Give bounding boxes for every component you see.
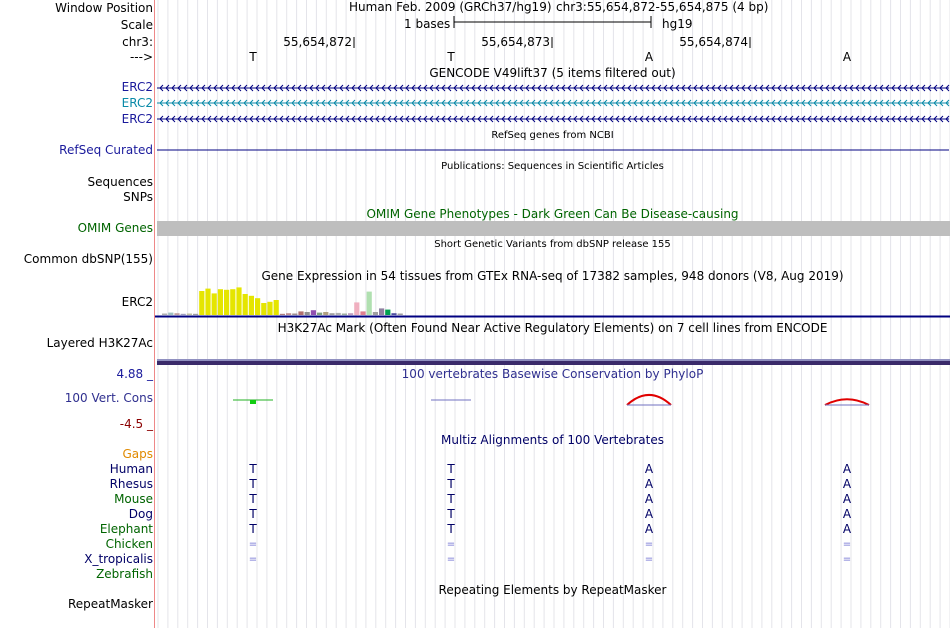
alignment-base: A <box>644 492 654 506</box>
gtex-bar[interactable] <box>255 298 260 315</box>
sequence-base: A <box>842 50 852 64</box>
gtex-bar[interactable] <box>373 312 378 315</box>
gtex-bar[interactable] <box>336 313 341 315</box>
species-label[interactable]: X_tropicalis <box>84 552 153 566</box>
scale-label: Scale <box>120 18 153 32</box>
strand-label: ---> <box>129 50 153 64</box>
scale-text: 1 bases <box>404 17 451 31</box>
gtex-bar[interactable] <box>379 308 384 315</box>
gtex-bar[interactable] <box>174 313 179 315</box>
alignment-base: T <box>249 477 257 491</box>
h3k27ac-label[interactable]: Layered H3K27Ac <box>46 336 153 350</box>
alignment-gap: = <box>248 554 258 565</box>
gtex-bar[interactable] <box>236 287 241 315</box>
alignment-gap: = <box>842 539 852 550</box>
phylop-signal[interactable] <box>233 395 869 405</box>
alignment-gap: = <box>644 554 654 565</box>
gencode-transcript-3[interactable] <box>157 116 949 122</box>
alignment-base: T <box>447 507 455 521</box>
gtex-bar[interactable] <box>218 289 223 315</box>
gtex-track-title: Gene Expression in 54 tissues from GTEx RNA-seq of 17382 samples, 948 donors (V8, Aug 2019) <box>261 269 844 283</box>
gtex-bar[interactable] <box>187 314 192 316</box>
gtex-bar[interactable] <box>323 312 328 315</box>
window-position-label: Window Position <box>55 1 153 15</box>
alignment-base: T <box>447 522 455 536</box>
gtex-bar[interactable] <box>360 311 365 315</box>
gtex-bar[interactable] <box>292 314 297 316</box>
gtex-bar[interactable] <box>230 289 235 315</box>
gtex-bar[interactable] <box>367 292 372 315</box>
assembly-title: Human Feb. 2009 (GRCh37/hg19) <box>349 0 552 14</box>
phylop-max-label: 4.88 _ <box>116 367 153 381</box>
gtex-bar[interactable] <box>298 311 303 315</box>
gtex-bar[interactable] <box>261 303 266 315</box>
chr-label: chr3: <box>122 35 153 49</box>
gencode-label-3[interactable]: ERC2 <box>121 112 153 126</box>
alignment-base: A <box>842 522 852 536</box>
alignment-base: A <box>842 462 852 476</box>
h3k27ac-signal[interactable] <box>157 361 950 365</box>
gtex-bar[interactable] <box>205 289 210 315</box>
ruler-tick-3: 55,654,874 <box>679 35 748 49</box>
gtex-bar[interactable] <box>329 313 334 315</box>
multiz-track-title: Multiz Alignments of 100 Vertebrates <box>440 433 665 447</box>
gtex-bar[interactable] <box>354 302 359 315</box>
alignment-base: A <box>644 462 654 476</box>
gtex-bar[interactable] <box>212 293 217 315</box>
gtex-bar[interactable] <box>311 310 316 315</box>
gtex-bar[interactable] <box>267 302 272 315</box>
sequence-base: T <box>447 50 455 64</box>
gencode-track-title: GENCODE V49lift37 (5 items filtered out) <box>429 66 676 80</box>
species-label[interactable]: Dog <box>128 507 153 521</box>
scale-bar <box>454 16 651 28</box>
h3k27ac-signal-light <box>157 359 950 361</box>
repeatmasker-track-title: Repeating Elements by RepeatMasker <box>438 583 667 597</box>
alignment-gap: = <box>446 539 456 550</box>
alignment-base: T <box>249 507 257 521</box>
alignment-base: T <box>447 477 455 491</box>
gtex-bar[interactable] <box>342 314 347 316</box>
position-text[interactable]: chr3:55,654,872-55,654,875 (4 bp) <box>556 0 769 14</box>
species-label[interactable]: Zebrafish <box>96 567 153 581</box>
omim-label[interactable]: OMIM Genes <box>77 221 153 235</box>
alignment-base: T <box>249 522 257 536</box>
gtex-bar[interactable] <box>385 310 390 315</box>
sequences-label[interactable]: Sequences <box>87 175 153 189</box>
alignment-base: A <box>644 522 654 536</box>
phylop-mark <box>250 400 256 404</box>
species-label[interactable]: Mouse <box>114 492 153 506</box>
phylop-min-label: -4.5 _ <box>119 417 153 431</box>
gtex-bar[interactable] <box>286 313 291 315</box>
species-label[interactable]: Human <box>109 462 153 476</box>
gencode-label-1[interactable]: ERC2 <box>121 80 153 94</box>
alignment-base: A <box>842 477 852 491</box>
gtex-expression-bars[interactable] <box>162 287 403 315</box>
alignment-base: T <box>249 462 257 476</box>
sequence-base: A <box>644 50 654 64</box>
alignment-gap: = <box>644 539 654 550</box>
alignment-gap: = <box>842 554 852 565</box>
alignment-gap: = <box>248 539 258 550</box>
phylop-label[interactable]: 100 Vert. Cons <box>64 391 153 405</box>
species-label[interactable]: Rhesus <box>109 477 153 491</box>
gtex-bar[interactable] <box>317 313 322 315</box>
repeatmasker-label[interactable]: RepeatMasker <box>67 597 153 611</box>
gtex-bar[interactable] <box>398 314 403 316</box>
gtex-bar[interactable] <box>243 294 248 315</box>
phylop-track-title: 100 vertebrates Basewise Conservation by PhyloP <box>401 367 704 381</box>
alignment-base: T <box>249 492 257 506</box>
omim-gene-bar[interactable] <box>157 221 950 236</box>
snps-label[interactable]: SNPs <box>123 190 153 204</box>
sequence-base: T <box>249 50 257 64</box>
gtex-label[interactable]: ERC2 <box>121 295 153 309</box>
gencode-transcript-2[interactable] <box>157 100 949 106</box>
publications-track-title: Publications: Sequences in Scientific Articles <box>441 161 664 172</box>
alignment-base: T <box>447 462 455 476</box>
refseq-track-title: RefSeq genes from NCBI <box>491 130 614 141</box>
gtex-bar[interactable] <box>280 314 285 315</box>
gencode-label-2[interactable]: ERC2 <box>121 96 153 110</box>
ruler-tick-2: 55,654,873 <box>481 35 550 49</box>
scale-db: hg19 <box>662 17 693 31</box>
alignment-base: A <box>842 507 852 521</box>
alignment-base: T <box>447 492 455 506</box>
h3k27ac-track-title: H3K27Ac Mark (Often Found Near Active Regulatory Elements) on 7 cell lines from ENCODE <box>277 321 828 335</box>
gtex-bar[interactable] <box>199 291 204 315</box>
gencode-transcript-1[interactable] <box>157 85 949 91</box>
gtex-bar[interactable] <box>348 313 353 315</box>
alignment-base: A <box>644 507 654 521</box>
ruler-tick-1: 55,654,872 <box>283 35 352 49</box>
gtex-bar[interactable] <box>249 296 254 315</box>
species-label[interactable]: Chicken <box>105 537 153 551</box>
dbsnp-label[interactable]: Common dbSNP(155) <box>23 252 153 266</box>
alignment-gap: = <box>446 554 456 565</box>
gtex-bar[interactable] <box>168 313 173 315</box>
alignment-base: A <box>644 477 654 491</box>
omim-track-title: OMIM Gene Phenotypes - Dark Green Can Be Disease-causing <box>366 207 739 221</box>
gaps-label[interactable]: Gaps <box>122 447 153 461</box>
gtex-bar[interactable] <box>224 290 229 315</box>
gtex-bar[interactable] <box>274 300 279 315</box>
alignment-base: A <box>842 492 852 506</box>
gtex-bar[interactable] <box>162 314 167 316</box>
species-label[interactable]: Elephant <box>99 522 153 536</box>
gtex-bar[interactable] <box>391 313 396 315</box>
gtex-bar[interactable] <box>193 314 198 315</box>
gtex-bar[interactable] <box>181 314 186 315</box>
refseq-label[interactable]: RefSeq Curated <box>59 143 153 157</box>
gtex-bar[interactable] <box>305 312 310 315</box>
dbsnp-track-title: Short Genetic Variants from dbSNP release 155 <box>434 239 671 250</box>
